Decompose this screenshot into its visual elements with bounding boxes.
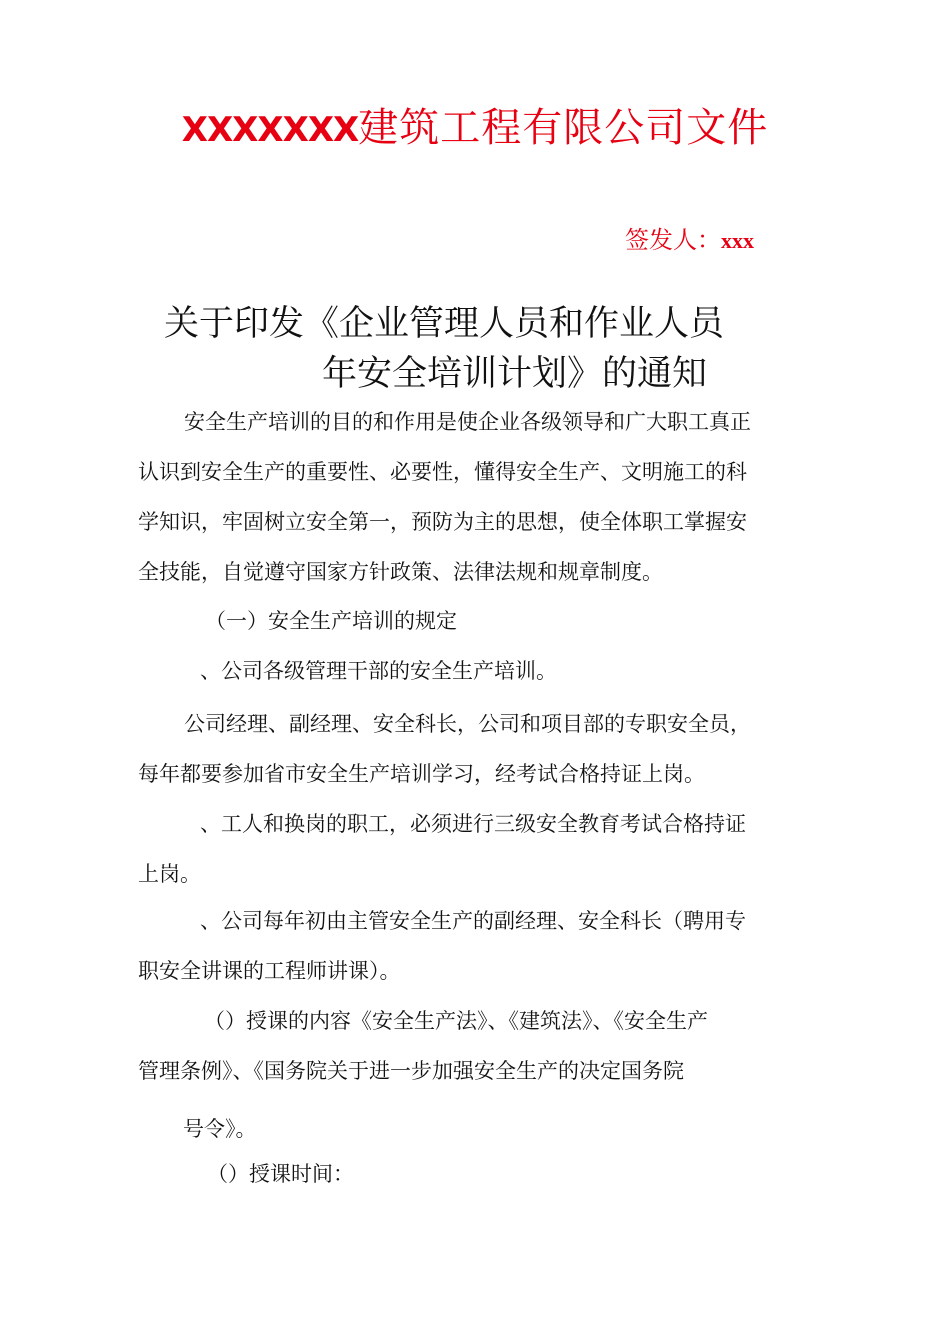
list-item: （）授课时间： [207, 1162, 354, 1186]
list-item: （）授课的内容《安全生产法》、《建筑法》、《安全生产 [204, 1009, 708, 1033]
list-item-continuation: 上岗。 [138, 862, 201, 886]
signer-line [625, 222, 754, 259]
list-item: 、公司各级管理干部的安全生产培训。 [200, 659, 557, 683]
company-name-prefix: XXXXXXX [181, 110, 359, 150]
list-item: 、工人和换岗的职工，必须进行三级安全教育考试合格持证 [200, 812, 746, 836]
signer-name: xxx [721, 228, 754, 253]
section-heading: （一）安全生产培训的规定 [205, 609, 457, 633]
document-title-line-2: 年安全培训计划》的通知 [322, 354, 708, 394]
company-name-suffix: 建筑工程有限公司文件 [358, 105, 769, 151]
list-item-continuation: 号令》。 [183, 1117, 257, 1141]
paragraph-line: 全技能，自觉遵守国家方针政策、法律法规和规章制度。 [138, 560, 663, 584]
list-item: 、公司每年初由主管安全生产的副经理、安全科长（聘用专 [200, 909, 746, 933]
document-header [0, 100, 950, 158]
signer-label: 签发人： [625, 226, 721, 254]
paragraph-line: 每年都要参加省市安全生产培训学习，经考试合格持证上岗。 [138, 762, 705, 786]
paragraph-line: 学知识，牢固树立安全第一，预防为主的思想，使全体职工掌握安 [138, 510, 747, 534]
paragraph-line: 安全生产培训的目的和作用是使企业各级领导和广大职工真正 [184, 410, 751, 434]
list-item-continuation: 职安全讲课的工程师讲课）。 [138, 959, 401, 983]
document-title-line-1: 关于印发《企业管理人员和作业人员 [164, 304, 725, 344]
paragraph-line: 认识到安全生产的重要性、必要性，懂得安全生产、文明施工的科 [138, 460, 747, 484]
paragraph-line: 公司经理、副经理、安全科长，公司和项目部的专职安全员， [184, 712, 751, 736]
list-item-continuation: 管理条例》、《国务院关于进一步加强安全生产的决定国务院 [138, 1059, 684, 1083]
